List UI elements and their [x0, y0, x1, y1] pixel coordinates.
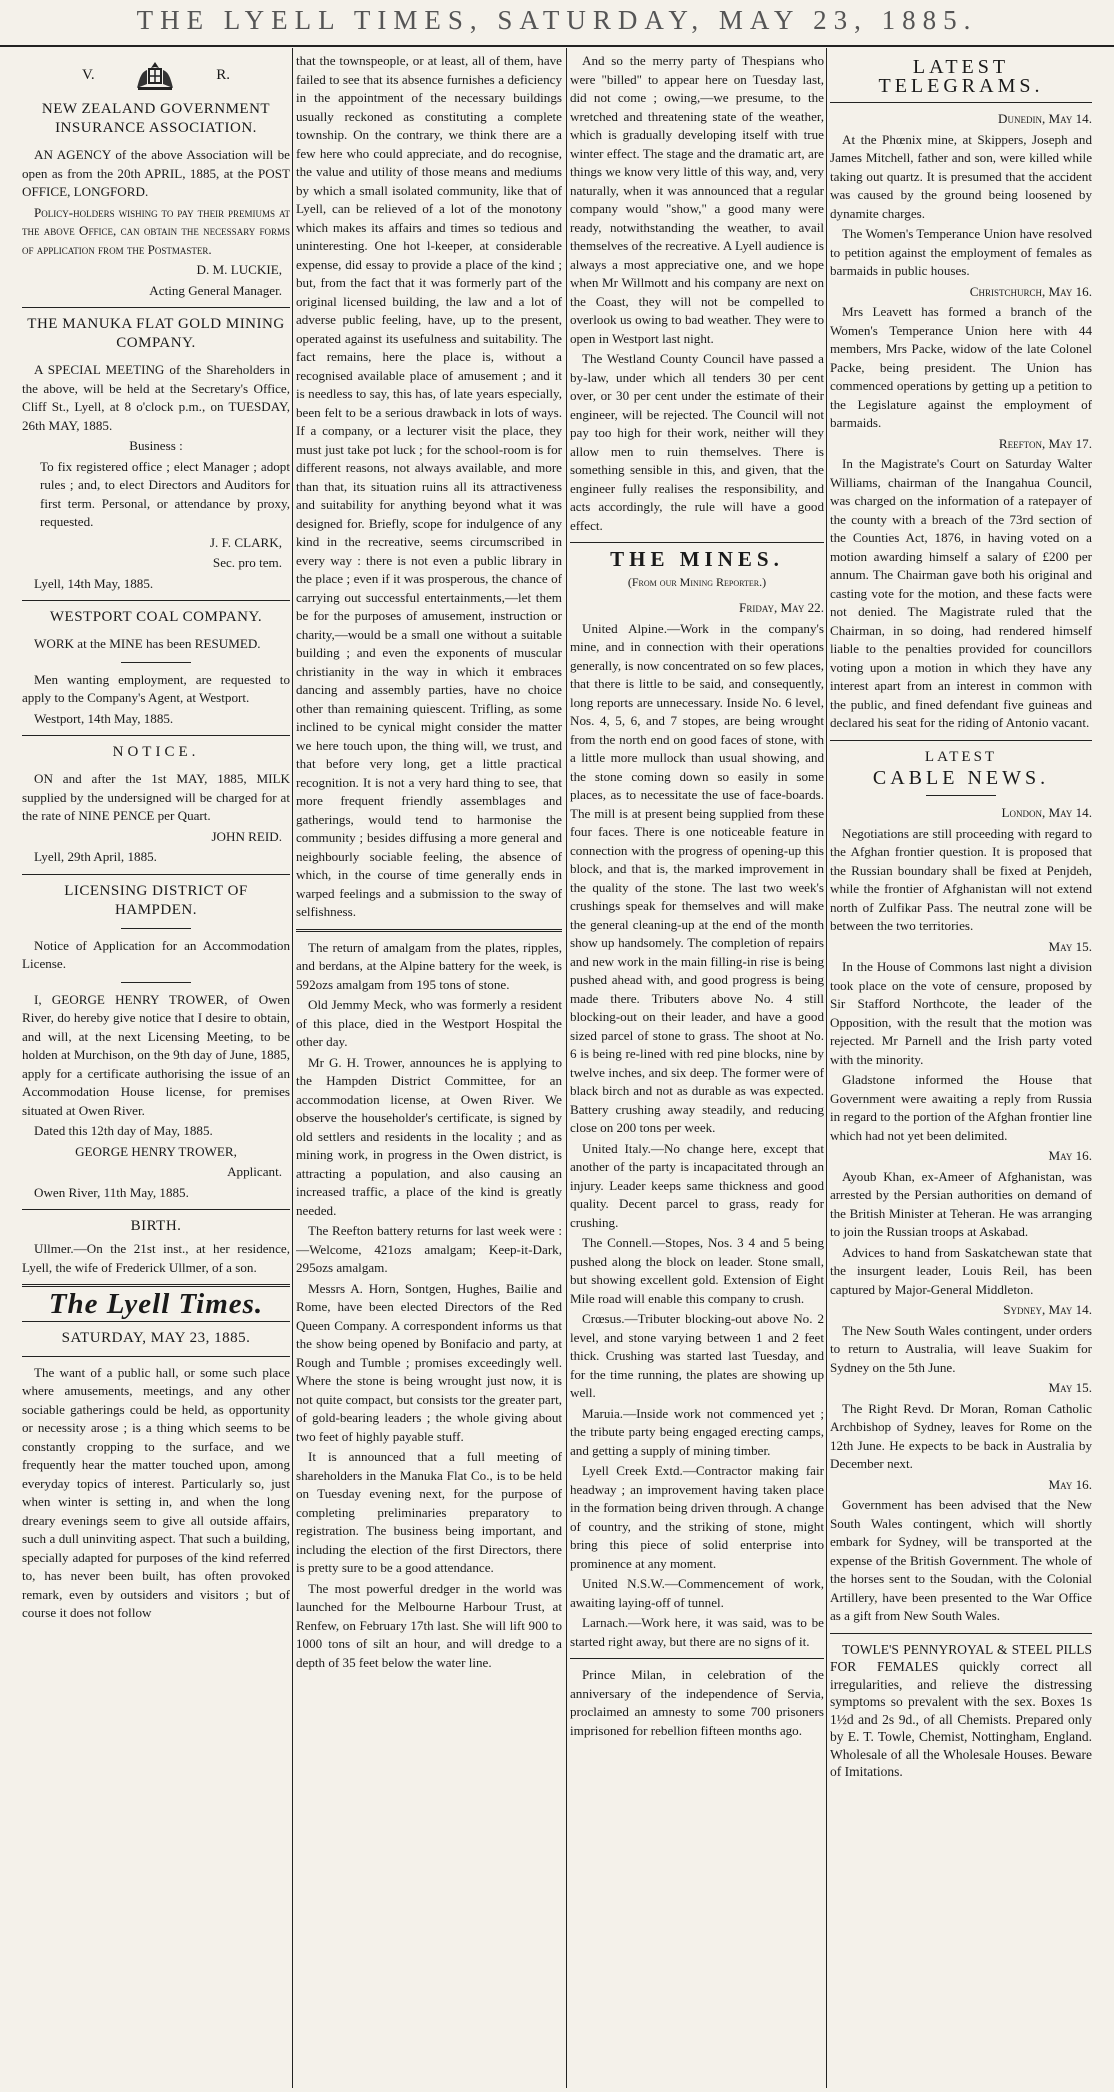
double-rule: [22, 1284, 290, 1287]
divider: [830, 1633, 1092, 1634]
westport-date: Westport, 14th May, 1885.: [34, 710, 174, 726]
news-death: Old Jemmy Meck, who was formerly a resident of this place, died in the Westport Hospital the other day.: [296, 997, 562, 1049]
cable-gladstone: Gladstone informed the House that Government were awaiting a reply from Russia in regard to the portion of the Afghan frontier line which had not yet been delimited.: [830, 1072, 1092, 1143]
manuka-date: Lyell, 14th May, 1885.: [34, 575, 154, 591]
news-dredger: The most powerful dredger in the world was launched for the Melbourne Harbour Trust, at Renfew, on February 17th last. She will lift 900 to 1000 tons of silt an hour, and will dredge to a depth of 35 feet below the water line.: [296, 1580, 562, 1670]
westport-text-2: Men wanting employment, are requested to apply to the Company's Agent, at Westport.: [22, 671, 290, 705]
cable-reil: Advices to hand from Saskatchewan state that the insurgent leader, Louis Reil, has been captured by Major-General Middleton.: [830, 1244, 1092, 1297]
mine-united-italy: United Italy.—No change here, except that another of the party is incapacitated through an injury. Leader keeps same thickness and good quality. Decent parcel to grass, ready for crushing.: [570, 1140, 824, 1230]
mine-maruia: Maruia.—Inside work not commenced yet ; the tribute party being engaged erecting camps, and getting a supply of mining timber.: [570, 1405, 824, 1458]
column-rule-1: [292, 48, 293, 2088]
divider: [830, 102, 1092, 103]
news-reefton: The Reefton battery returns for last week were :—Welcome, 421ozs amalgam; Keep-it-Dark, 295ozs amalgam.: [296, 1223, 562, 1275]
licensing-signature: GEORGE HENRY TROWER,: [75, 1143, 237, 1159]
dateline-sydney-may15: May 15.: [1048, 1380, 1092, 1395]
royal-arms: [22, 58, 290, 92]
cable-afghan: Negotiations are still proceeding with regard to the Afghan frontier question. It is proposed that the Russian boundary shall be fixed at Penjdeh, while the frontier of Afghanistan will not extend north of Zulfikar Pass. The neutral zone will be between the two territories.: [830, 825, 1092, 933]
divider: [22, 1356, 290, 1357]
short-rule: [926, 795, 996, 796]
coat-of-arms-icon: [132, 58, 178, 92]
notice-title: NOTICE.: [112, 744, 200, 760]
manuka-title: THE MANUKA FLAT GOLD MINING COMPANY.: [27, 316, 285, 351]
westport-title: WESTPORT COAL COMPANY.: [49, 609, 263, 625]
birth-text: Ullmer.—On the 21st inst., at her residence, Lyell, the wife of Frederick Ullmer, of a son.: [22, 1241, 290, 1275]
manuka-text: A SPECIAL MEETING of the Shareholders in the above, will be held at the Secretary's Office, Cliff St., Lyell, at 8 o'clock p.m., on TUESDAY, 26th MAY, 1885.: [22, 362, 290, 433]
mines-dateline: Friday, May 22.: [739, 600, 824, 615]
column-2: [296, 52, 562, 2082]
cable-title-news: CABLE NEWS.: [872, 766, 1050, 789]
divider: [22, 874, 290, 875]
cable-ayoub: Ayoub Khan, ex-Ameer of Afghanistan, was arrested by the Persian authorities on demand of the British Minister at Teheran. He was arranging to join the Russian troops at Askabad.: [830, 1168, 1092, 1239]
birth-title: BIRTH.: [130, 1218, 182, 1234]
dateline-may15: May 15.: [1048, 938, 1092, 954]
news-prince-milan: Prince Milan, in celebration of the anniversary of the independence of Servia, proclaimed an amnesty to some 700 prisoners imprisoned for rebellion fifteen months ago.: [570, 1667, 824, 1738]
news-thespians: And so the merry party of Thespians who were "billed" to appear here on Tuesday last, did not come ; owing,—we presume, to the wretched and threatening state of the weather, which is gradually developing itself with true winter effect. The stage and the dramatic art, are things we know very little of this way, and, very naturally, when it was announced that a regular company would "show," a good many were ready, notwithstanding the weather, to avail themselves of the recreative. A Lyell audience is always a most appreciative one, and we hope when Mr Willmott and his company are next on the Coast, they will not be compelled to overlook us owing to bad weather. They were to open in Westport last night.: [570, 53, 824, 346]
masthead: THE LYELL TIMES, SATURDAY, MAY 23, 1885.: [136, 5, 978, 35]
paper-date: SATURDAY, MAY 23, 1885.: [61, 1329, 251, 1346]
nz-insurance-role: Acting General Manager.: [149, 282, 282, 298]
short-rule: [121, 662, 191, 663]
column-3: [570, 52, 824, 2082]
cable-contingent: The New South Wales contingent, under orders to return to Australia, will leave Suakim for Sydney on the 5th June.: [830, 1322, 1092, 1375]
mines-title: THE MINES.: [610, 547, 784, 571]
mine-united-alpine: United Alpine.—Work in the company's mine, and in connection with their operations generally, is now concentrated on so few places, that there is little to be said, and consequently, long reports are unnecessary. Inside No. 6 level, Nos. 4, 5, 6, and 7 stopes, are being wrought from the north end on good faces of stone, with a little more mullock than usual showing, and the stone coming down so easily in some places, as to necessitate the use of face-boards. The mill is at present being supplied from these four faces. There is one noticeable feature in connection with the progress of opening-up this block, and that is, the marked improvement in the quality of the stone. The last two week's crushings speak for themselves and will make the general cleaning-up at the end of the month show up handsomely. The completion of repairs and new work in the main filling-in rise is being pushed ahead with, and good progress is being made there. Tributers above No. 4 still blocking-out on their leader, and have a good sized parcel of stone to grass. The shoot at No. 6 is being re-lined with red pine blocks, nine by twelve inches, and six deep. The former were of black birch and not as durable as was expected. Battery crushing away steadily, and reducing close on 200 tons per week.: [570, 620, 824, 1135]
nz-insurance-title: NEW ZEALAND GOVERNMENT INSURANCE ASSOCIATION.: [41, 101, 271, 136]
licensing-title: LICENSING DISTRICT OF HAMPDEN.: [64, 882, 248, 918]
news-trower: Mr G. H. Trower, announces he is applying to the Hampden District Committee, for an accommodation license, at Owen River. We observe the householder's certificate, is signed by old settlers and residents in the locality ; and as mining work, in progress in the Owen district, is attracting a population, and also causing an increased traffic, a place of the kind is greatly needed.: [296, 1054, 562, 1218]
masthead-rule: [0, 45, 1114, 47]
dateline-dunedin: Dunedin, May 14.: [998, 111, 1092, 126]
mine-united-nsw: United N.S.W.—Commencement of work, awaiting laying-off of tunnel.: [570, 1576, 824, 1610]
dateline-sydney: Sydney, May 14.: [1003, 1302, 1092, 1317]
paper-name: The Lyell Times.: [48, 1288, 264, 1320]
news-manuka: It is announced that a full meeting of shareholders in the Manuka Flat Co., is to be held on Tuesday evening next, for the purpose of completing preliminaries preparatory to registration. The business being important, and including the election of the first Directors, there is pretty sure to be a good attendance.: [296, 1449, 562, 1575]
arms-left: V.: [82, 66, 95, 83]
licensing-text: I, GEORGE HENRY TROWER, of Owen River, do hereby give notice that I desire to obtain, and will, at the next Licensing Meeting, to be holden at Murchison, on the 9th day of June, 1885, apply for a certificate authorising the issue of an Accommodation House license, for premises situated at Owen River.: [22, 991, 290, 1118]
column-1: [22, 52, 290, 2082]
manuka-business: Business :: [129, 438, 183, 453]
nz-insurance-text-2: Policy-holders wishing to pay their premiums at the above Office, can obtain the necessary forms of application from the Postmaster.: [22, 204, 290, 257]
mines-subtitle: (From our Mining Reporter.): [627, 574, 767, 589]
mine-larnach: Larnach.—Work here, it was said, was to be started right away, but there are no signs of it.: [570, 1615, 824, 1649]
telegram-phoenix: At the Phœnix mine, at Skippers, Joseph and James Mitchell, father and son, were killed while taking out quartz. It is presumed that the accident was caused by the ground being loosened by dynamite charges.: [830, 131, 1092, 221]
licensing-dated: Dated this 12th day of May, 1885.: [34, 1123, 213, 1138]
divider: [22, 600, 290, 601]
cable-title-latest: LATEST: [924, 748, 998, 765]
licensing-role: Applicant.: [227, 1164, 282, 1179]
double-rule: [296, 929, 562, 932]
column-rule-3: [826, 48, 827, 2088]
licensing-date: Owen River, 11th May, 1885.: [34, 1184, 189, 1200]
divider: [570, 542, 824, 543]
divider: [22, 1209, 290, 1210]
divider: [22, 1321, 290, 1322]
telegram-magistrate: In the Magistrate's Court on Saturday Walter Williams, chairman of the Inangahua Council, was charged on the information of a ratepayer of the county with a breach of the 73rd section of the Counties Act, 1876, in having voted on a motion awarding himself a salary of £200 per annum. The Chairman gave both his original and casting vote for the motion, and these facts were not denied. The Magistrate ruled that the Chairman, in so doing, had rendered himself liable to the penalties provided for councillors voting upon a motion in which they have any interest apart from an interest in common with the public, and fined defendant five guineas and declared his seat for the riding of Antonio vacant.: [830, 456, 1092, 730]
news-westland: The Westland County Council have passed a by-law, under which all tenders 30 per cent over, or 30 per cent under the estimate of their engineer, will be rejected. The Council will not pay too high for their work, neither will they allow men to ruin themselves. There is something sensible in this, and given, that the engineer fully realises the responsibility, and acts accordingly, the rule will have a good effect.: [570, 351, 824, 533]
notice-signature: JOHN REID.: [211, 828, 282, 844]
column-4: [830, 52, 1092, 2082]
editorial-continued: that the townspeople, or at least, all of them, have failed to see that its absence furnishes a deficiency in the appointment of the necessary buildings usually reckoned as constituting a complete township. On the contrary, we think there are a few here who could appreciate, and do recognise, the value and utility of those means and mediums by which a small isolated community, like that of Lyell, can be relieved of a lot of the monotony which makes its affairs and times so tedious and uninteresting. One hot l-keeper, at considerable expense, did essay to provide a place of the kind ; but, from the fact that it was formerly part of the original licensed building, the law and a lot of adverse public feeling, have, up to the present, operated against its usefulness and suitability. The fact remains, here the place is, without a recognised available place of amusement ; and it is needless to say, this has, of late years especially, been felt to be a serious drawback in lots of ways. If a company, or a lecturer visit the place, they must just take pot luck ; for the school-room is for different reasons, not always available, and more than that, its situation ruins all its attractiveness and suitability for anything beyond what it was designed for. Briefly, scope for indulgence of any kind in the recreative, seems circumscribed in every way : there is not even a public library in the place ; even if it was prosperous, the chance of carrying out successful entertainments,—let them be for the purposes of amusement, instruction or charity,—would be a small one without a suitable building ; and even the exponents of muscular christianity in the way in which it embraces dancing and assembly parties, have no choice other than remaining quiescent. Trifling, as some inclined to be cynical might consider the matter we here touch upon, the thing will, we trust, and that before very long, get a little practical recognition. It is not a very hard thing to see, that more frequent friendly assemblages and gatherings, would tend to harmonise the community ; besides diffusing a more general and neighbourly sociable feeling, the absence of which, in the course of time generally ends in warped feelings and a submission to the sway of selfishness.: [296, 53, 562, 919]
short-rule: [121, 982, 191, 983]
notice-text: ON and after the 1st MAY, 1885, MILK supplied by the undersigned will be charged for at the rate of NINE PENCE per Quart.: [22, 771, 290, 823]
divider: [830, 740, 1092, 741]
manuka-text-2: To fix registered office ; elect Manager ; adopt rules ; and, to elect Directors and Auditors for first term. Personal, or attendance by proxy, requested.: [40, 458, 290, 529]
telegram-leavett: Mrs Leavett has formed a branch of the Women's Temperance Union here with 44 members, Mrs Packe, widow of the late Colonel Packe, being president. The Union has commenced operations by getting up a petition to the Legislature against the employment of barmaids.: [830, 304, 1092, 430]
manuka-signature: J. F. CLARK,: [209, 534, 282, 550]
editorial-text: The want of a public hall, or some such place where amusements, meetings, and any other sociable gatherings could be held, as opportunity or necessity arose ; is a thing which seems to be constantly cropping to the surface, and we frequently hear the matter touched upon, among everyday topics of interest. Particularly so, just when winter is setting in, and when the long dreary evenings seem to give all outside affairs, such a dull uninviting aspect. That such a building, specially adapted for purposes of the kind referred to, has never been built, has often provoked remark, even by outsiders and visitors ; but of course it does not follow: [22, 1364, 290, 1620]
mine-croesus: Crœsus.—Tributer blocking-out above No. 2 level, and stone varying between 1 and 2 feet thick. Crushing was started last Tuesday, and for the time running, the plates are showing up well.: [570, 1311, 824, 1400]
cable-commons: In the House of Commons last night a division took place on the vote of censure, proposed by Sir Stafford Northcote, the leader of the Opposition, with the result that the motion was rejected. Mr Parnell and the Irish party voted with the minority.: [830, 959, 1092, 1067]
licensing-subtitle: Notice of Application for an Accommodation License.: [22, 937, 290, 971]
column-rule-2: [566, 48, 567, 2088]
telegram-temperance: The Women's Temperance Union have resolved to petition against the employment of females as barmaids in public houses.: [830, 226, 1092, 278]
short-rule: [121, 928, 191, 929]
news-red-queen: Messrs A. Horn, Sontgen, Hughes, Bailie and Rome, have been elected Directors of the Red Queen Company. A correspondent informs us that the show being opened by Bonifacio and party, at Rough and Tumble ; promises exceedingly well. Where the stone is being wrought just now, it is not quite compact, but consists tor the greater part, of gold-bearing leaders ; the whole giving about two feet of highly payable stuff.: [296, 1280, 562, 1444]
divider: [22, 307, 290, 308]
nz-insurance-text: AN AGENCY of the above Association will be open as from the 20th APRIL, 1885, at the POST OFFICE, LONGFORD.: [22, 147, 290, 199]
telegrams-title: LATEST TELEGRAMS.: [878, 56, 1044, 97]
arms-right: R.: [216, 66, 230, 83]
dateline-london: London, May 14.: [1001, 805, 1092, 820]
dateline-reefton: Reefton, May 17.: [998, 435, 1092, 451]
news-amalgam: The return of amalgam from the plates, ripples, and berdans, at the Alpine battery for the week, is 592ozs amalgam from 195 tons of stone.: [296, 939, 562, 992]
cable-moran: The Right Revd. Dr Moran, Roman Catholic Archbishop of Sydney, leaves for Rome on the 12th June. He expects to be back in Australia by December next.: [830, 1400, 1092, 1471]
divider: [22, 735, 290, 736]
mine-lyell-creek: Lyell Creek Extd.—Contractor making fair headway ; an improvement having taken place in the formation being driven through. A change of country, and the striking of stone, might bring this piece of solid enterprise into prominence at any moment.: [570, 1463, 824, 1571]
divider: [570, 1658, 824, 1659]
notice-date: Lyell, 29th April, 1885.: [34, 849, 157, 864]
manuka-role: Sec. pro tem.: [212, 555, 282, 570]
cable-transport: Government has been advised that the New South Wales contingent, which will shortly embark for Sydney, will be transported at the expense of the British Government. The whole of the horses sent to the Soudan, with the Colonial Artillery, have been presented to the War Office as a gift from New South Wales.: [830, 1497, 1092, 1623]
towles-pills-ad: TOWLE'S PENNYROYAL & STEEL PILLS FOR FEMALES quickly correct all irregularities, and relieve the distressing symptoms so prevalent with the sex. Boxes 1s 1½d and 2s 9d., of all Chemists. Prepared only by E. T. Towle, Chemist, Nottingham, England. Wholesale of all the Wholesale Houses. Beware of Imitations.: [830, 1641, 1092, 1779]
mine-connell: The Connell.—Stopes, Nos. 3 4 and 5 being pushed along the block on leader. Stone small, but showing excellent gold. Extension of Eight Mile road will enable this company to crush.: [570, 1235, 824, 1306]
dateline-sydney-may16: May 16.: [1048, 1476, 1092, 1492]
nz-insurance-signature: D. M. LUCKIE,: [196, 262, 282, 277]
dateline-christchurch: Christchurch, May 16.: [969, 283, 1092, 299]
dateline-may16: May 16.: [1048, 1148, 1092, 1163]
westport-text: WORK at the MINE has been RESUMED.: [34, 636, 261, 651]
